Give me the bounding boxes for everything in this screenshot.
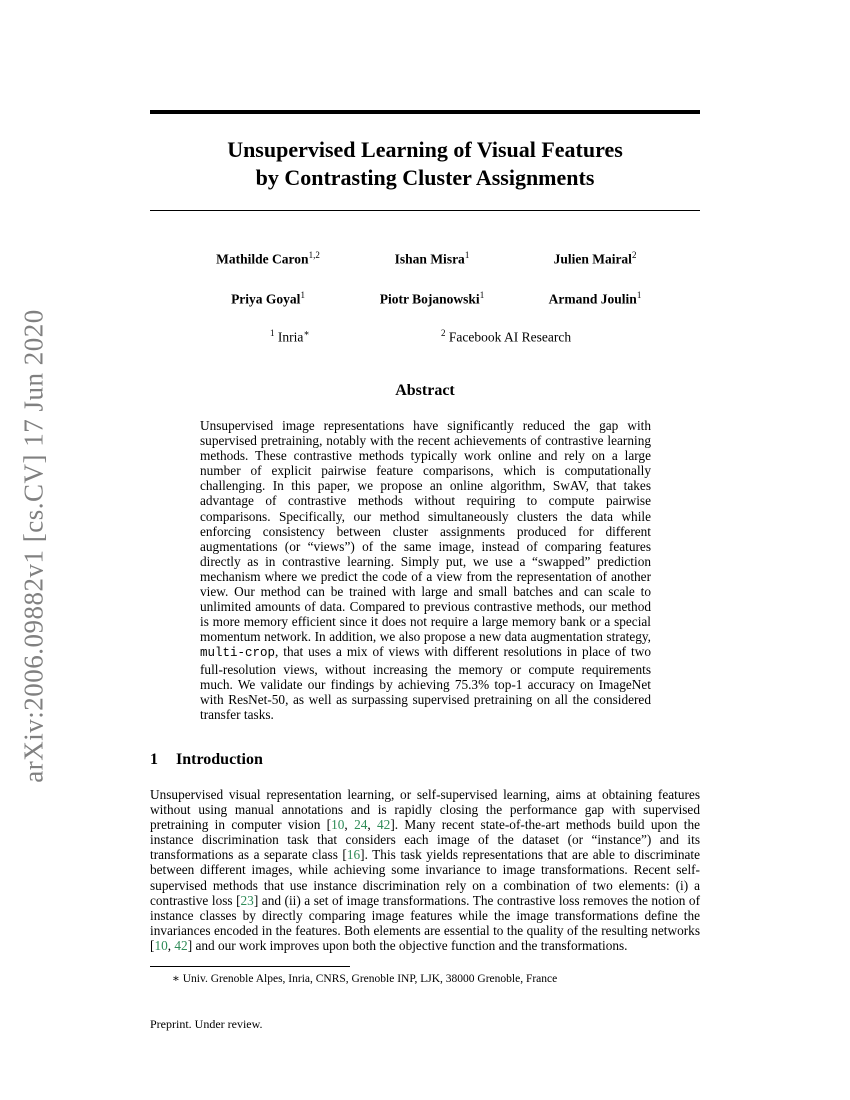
author-name: Mathilde Caron — [216, 251, 309, 267]
affiliation-mark: 2 — [441, 328, 446, 338]
preprint-note: Preprint. Under review. — [150, 1017, 263, 1031]
author-name: Julien Mairal — [553, 251, 632, 267]
author-name: Ishan Misra — [394, 251, 465, 267]
author-affiliation-mark: 1,2 — [308, 250, 320, 260]
footnote: ∗ Univ. Grenoble Alpes, Inria, CNRS, Grenoble INP, LJK, 38000 Grenoble, France — [172, 973, 558, 985]
arxiv-id-text: arXiv:2006.09882v1 [cs.CV] 17 Jun 2020 — [18, 309, 49, 783]
paper-title — [150, 136, 700, 192]
intro-text: Unsupervised visual representation learning, or self-supervised learning, aims at obtaining features without using manual annotations and is rapidly closing the performance gap with supervised pretraining in computer vision [ — [150, 787, 700, 833]
citation-link[interactable]: 42 — [377, 817, 391, 833]
abstract-text-part-2: , that uses a mix of views with different resolutions in place of two full-resolution views, without increasing the memory or compute requirements much. We validate our findings by achieving 75.3% top-1 accuracy on ImageNet with ResNet-50, as well as surpassing supervised pretraining on all the considered transfer tasks. — [200, 644, 651, 722]
author-name: Armand Joulin — [548, 291, 637, 307]
intro-text: ]. This task yields representations that are able to discriminate between different images, while achieving some invariance to image transformations. Recent self-supervised methods that use instance discrimination rely on a combination of two elements: (i) a contrastive loss [ — [150, 847, 700, 908]
intro-text: , — [344, 817, 355, 833]
author-2 — [352, 250, 512, 268]
section-number: 1 — [150, 751, 158, 768]
author-affiliation-mark: 1 — [479, 290, 485, 300]
affiliation-mark: 1 — [270, 328, 275, 338]
intro-text: ] and our work improves upon both the objective function and the transformations. — [187, 937, 628, 953]
section-title: Introduction — [176, 751, 263, 768]
citation-link[interactable]: 24 — [354, 817, 368, 833]
arxiv-side-identifier — [14, 296, 54, 796]
section-heading — [150, 751, 700, 769]
author-name: Piotr Bojanowski — [379, 291, 480, 307]
abstract-heading: Abstract — [395, 382, 455, 399]
title-top-rule — [150, 110, 700, 114]
author-affiliation-mark: 2 — [631, 250, 637, 260]
author-affiliation-mark: 1 — [464, 250, 470, 260]
citation-link[interactable]: 10 — [331, 817, 345, 833]
author-name: Priya Goyal — [231, 291, 301, 307]
title-line-2: by Contrasting Cluster Assignments — [255, 165, 595, 190]
affiliation-inria — [270, 328, 309, 346]
intro-text: , — [367, 817, 378, 833]
author-affiliation-mark: 1 — [636, 290, 642, 300]
abstract-code-multi-crop: multi-crop — [200, 646, 276, 661]
affiliation-star: ∗ — [303, 328, 310, 338]
title-bottom-rule — [150, 210, 700, 211]
affiliation-fair — [441, 328, 571, 346]
intro-text: ]. Many recent state-of-the-art methods build upon the instance discrimination task that considers each image of the dataset (or “instance”) and its transformations as a separate class [ — [150, 817, 701, 863]
abstract-text-part-1: Unsupervised image representations have significantly reduced the gap with supervised pretraining, notably with the recent achievements of contrastive learning methods. These contrastive methods typically work online and rely on a large number of explicit pairwise feature comparisons, which is computationally challenging. In this paper, we propose an online algorithm, SwAV, that takes advantage of contrastive methods without requiring to compute pairwise comparisons. Specifically, our method simultaneously clusters the data while enforcing consistency between cluster assignments produced for different augmentations (or “views”) of the same image, instead of comparing features directly as in contrastive learning. Simply put, we use a “swapped” prediction mechanism where we predict the code of a view from the representation of another view. Our method can be trained with large and small batches and can scale to unlimited amounts of data. Compared to previous contrastive methods, our method is more memory efficient since it does not require a large memory bank or a special momentum network. In addition, we also propose a new data augmentation strategy, — [200, 418, 651, 645]
author-3 — [515, 250, 675, 268]
footnote-rule — [150, 966, 350, 967]
introduction-paragraph — [150, 787, 700, 953]
intro-text: ] and (ii) a set of image transformations. The contrastive loss removes the notion of instance classes by directly comparing image features while the image transformations define the invariances encoded in the features. Both elements are essential to the quality of the resulting networks [ — [150, 892, 700, 953]
author-5 — [352, 290, 512, 308]
author-4 — [188, 290, 348, 308]
title-line-1: Unsupervised Learning of Visual Features — [227, 137, 623, 162]
affiliation-name: Inria — [277, 329, 304, 345]
author-affiliation-mark: 1 — [300, 290, 305, 300]
citation-link[interactable]: 42 — [174, 937, 188, 953]
author-6 — [515, 290, 675, 308]
citation-link[interactable]: 10 — [154, 937, 168, 953]
citation-link[interactable]: 23 — [240, 892, 254, 908]
affiliation-name: Facebook AI Research — [448, 329, 572, 345]
intro-text: , — [167, 937, 175, 953]
citation-link[interactable]: 16 — [346, 847, 361, 863]
author-1 — [188, 250, 348, 268]
abstract-body — [200, 418, 651, 722]
